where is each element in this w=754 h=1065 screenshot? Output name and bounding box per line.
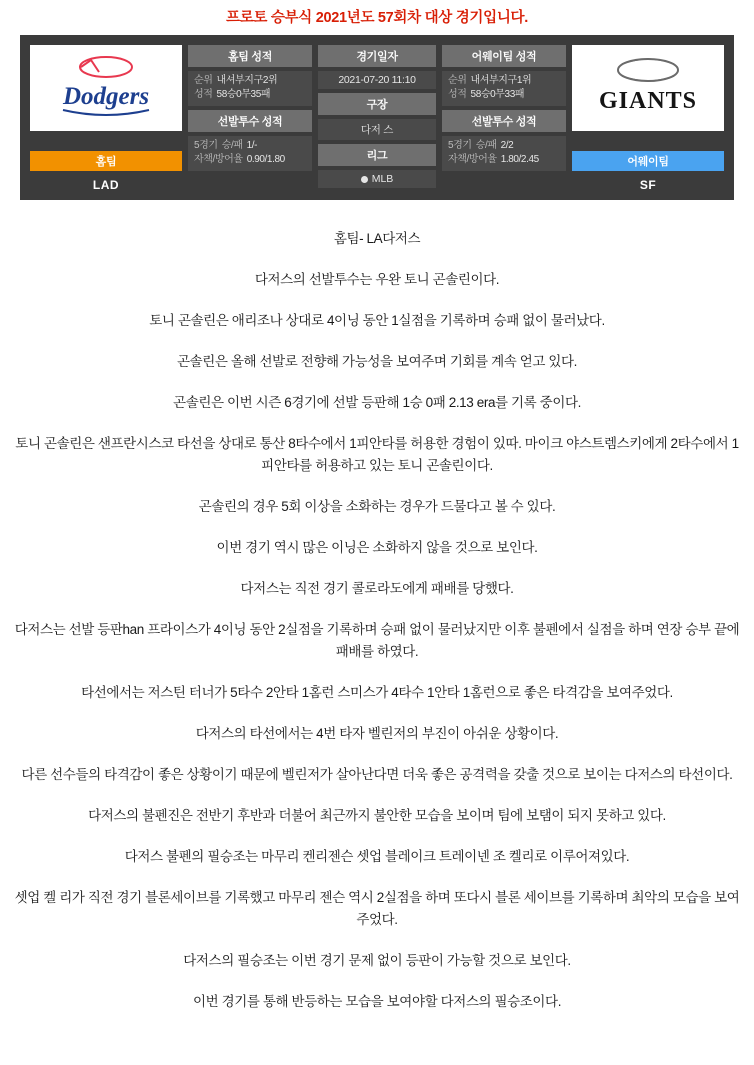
home-pitcher-era-value: 0.90/1.80 bbox=[246, 154, 285, 165]
venue-header: 구장 bbox=[318, 93, 436, 115]
home-rank-line bbox=[194, 74, 306, 88]
article-paragraph: 토니 곤솔린은 애리조나 상대로 4이닝 동안 1실점을 기록하며 승패 없이 물러났다. bbox=[149, 313, 605, 328]
home-pitcher-wl-label: 승/패 bbox=[221, 140, 243, 151]
home-team-logo-box bbox=[30, 45, 182, 131]
match-date-value: 2021-07-20 11:10 bbox=[318, 71, 436, 89]
home-pitcher-era-label: 자책/방어율 bbox=[194, 154, 243, 165]
svg-text:Dodgers: Dodgers bbox=[62, 83, 150, 110]
home-team-abbr: LAD bbox=[92, 178, 120, 192]
away-stats-column bbox=[442, 45, 566, 192]
home-record-line bbox=[194, 88, 306, 102]
home-stats-header: 홈팀 성적 bbox=[188, 45, 312, 67]
away-pitcher-era-value: 1.80/2.45 bbox=[500, 154, 539, 165]
away-pitcher-header: 선발투수 성적 bbox=[442, 110, 566, 132]
away-pitcher-games: 5경기 bbox=[448, 140, 472, 151]
article-paragraph: 곤솔린의 경우 5회 이상을 소화하는 경우가 드물다고 볼 수 있다. bbox=[198, 499, 556, 514]
article-paragraph: 곤솔린은 올해 선발로 전향해 가능성을 보여주며 기회를 계속 얻고 있다. bbox=[176, 354, 578, 369]
home-pitcher-games: 5경기 bbox=[194, 140, 218, 151]
svg-text:GIANTS: GIANTS bbox=[598, 88, 698, 114]
home-pitcher-era-line bbox=[194, 153, 306, 167]
radio-dot-icon bbox=[361, 176, 368, 183]
away-pitcher-body bbox=[442, 136, 566, 171]
article-paragraph: 다저스의 필승조는 이번 경기 문제 없이 등판이 가능할 것으로 보인다. bbox=[183, 953, 571, 968]
match-date-header: 경기일자 bbox=[318, 45, 436, 67]
home-pitcher-header: 선발투수 성적 bbox=[188, 110, 312, 132]
article-paragraph: 다저스는 직전 경기 콜로라도에게 패배를 당했다. bbox=[240, 581, 514, 596]
home-pitcher-body bbox=[188, 136, 312, 171]
home-stats-column bbox=[188, 45, 312, 192]
article-paragraph: 다른 선수들의 타격감이 좋은 상황이기 때문에 벨린저가 살아난다면 더욱 좋은 공격력을 갖출 것으로 보이는 다저스의 타선이다. bbox=[21, 767, 733, 782]
giants-logo bbox=[588, 50, 708, 126]
home-pitcher-record-line bbox=[194, 139, 306, 153]
away-pitcher-wl-label: 승/패 bbox=[475, 140, 497, 151]
article-paragraph: 이번 경기 역시 많은 이닝은 소화하지 않을 것으로 보인다. bbox=[216, 540, 538, 555]
article-body bbox=[0, 200, 754, 1031]
home-record-label: 성적 bbox=[194, 89, 213, 100]
home-pitcher-wl-value: 1/- bbox=[246, 140, 258, 151]
away-stats-body bbox=[442, 71, 566, 106]
article-paragraph: 이번 경기를 통해 반등하는 모습을 보여야할 다저스의 필승조이다. bbox=[192, 994, 562, 1009]
match-center-column bbox=[318, 45, 436, 192]
away-rank-label: 순위 bbox=[448, 75, 467, 86]
article-paragraph: 셋업 켈 리가 직전 경기 블론세이브를 기록했고 마무리 젠슨 역시 2실점을 하며 또다시 블론 세이브를 기록하며 최악의 모습을 보여주었다. bbox=[14, 890, 740, 927]
home-rank-value: 내셔부지구2위 bbox=[216, 75, 278, 86]
article-paragraph: 다저스의 타선에서는 4번 타자 벨린저의 부진이 아쉬운 상황이다. bbox=[195, 726, 559, 741]
away-pitcher-era-label: 자책/방어율 bbox=[448, 154, 497, 165]
away-team-logo-box bbox=[572, 45, 724, 131]
away-team-column bbox=[572, 45, 724, 192]
away-pitcher-era-line bbox=[448, 153, 560, 167]
away-record-line bbox=[448, 88, 560, 102]
league-value: MLB bbox=[371, 173, 394, 185]
venue-value: 다저 스 bbox=[318, 119, 436, 140]
home-stats-body bbox=[188, 71, 312, 106]
home-team-tag: 홈팀 bbox=[30, 151, 182, 171]
article-paragraph: 다저스 불펜의 필승조는 마무리 켄리젠슨 셋업 블레이크 트레이넨 조 켈리로 이루어져있다. bbox=[124, 849, 630, 864]
away-record-value: 58승0무33패 bbox=[470, 89, 525, 100]
article-paragraph: 홈팀- LA다저스 bbox=[333, 231, 421, 246]
page-headline: 프로토 승부식 2021년도 57회차 대상 경기입니다. bbox=[226, 10, 528, 26]
home-team-column bbox=[30, 45, 182, 192]
article-paragraph: 타선에서는 저스틴 터너가 5타수 2안타 1홈런 스미스가 4타수 1안타 1홈런으로 좋은 타격감을 보여주었다. bbox=[81, 685, 673, 700]
league-value-row bbox=[318, 170, 436, 188]
away-rank-value: 내셔부지구1위 bbox=[470, 75, 532, 86]
away-team-tag: 어웨이팀 bbox=[572, 151, 724, 171]
away-stats-header: 어웨이팀 성적 bbox=[442, 45, 566, 67]
home-record-value: 58승0무35패 bbox=[216, 89, 271, 100]
article-paragraph: 다저스의 불펜진은 전반기 후반과 더불어 최근까지 불안한 모습을 보이며 팀에 보탬이 되지 못하고 있다. bbox=[88, 808, 666, 823]
away-pitcher-wl-value: 2/2 bbox=[500, 140, 514, 151]
away-pitcher-record-line bbox=[448, 139, 560, 153]
home-rank-label: 순위 bbox=[194, 75, 213, 86]
away-team-abbr: SF bbox=[639, 178, 657, 192]
article-paragraph: 다저스는 선발 등판han 프라이스가 4이닝 동안 2실점을 기록하며 승패 없이 물러났지만 이후 불펜에서 실점을 하며 연장 승부 끝에 패배를 하였다. bbox=[14, 622, 740, 659]
dodgers-logo bbox=[47, 50, 165, 126]
league-header: 리그 bbox=[318, 144, 436, 166]
match-panel bbox=[20, 35, 734, 200]
article-paragraph: 토니 곤솔린은 샌프란시스코 타선을 상대로 통산 8타수에서 1피안타를 허용한 경험이 있따. 마이크 야스트렘스키에게 2타수에서 1피안타를 허용하고 있는 토니 곤솔린이다. bbox=[15, 436, 739, 473]
article-paragraph: 곤솔린은 이번 시즌 6경기에 선발 등판해 1승 0패 2.13 era를 기록 중이다. bbox=[173, 395, 581, 410]
away-rank-line bbox=[448, 74, 560, 88]
away-record-label: 성적 bbox=[448, 89, 467, 100]
article-paragraph: 다저스의 선발투수는 우완 토니 곤솔린이다. bbox=[254, 272, 500, 287]
